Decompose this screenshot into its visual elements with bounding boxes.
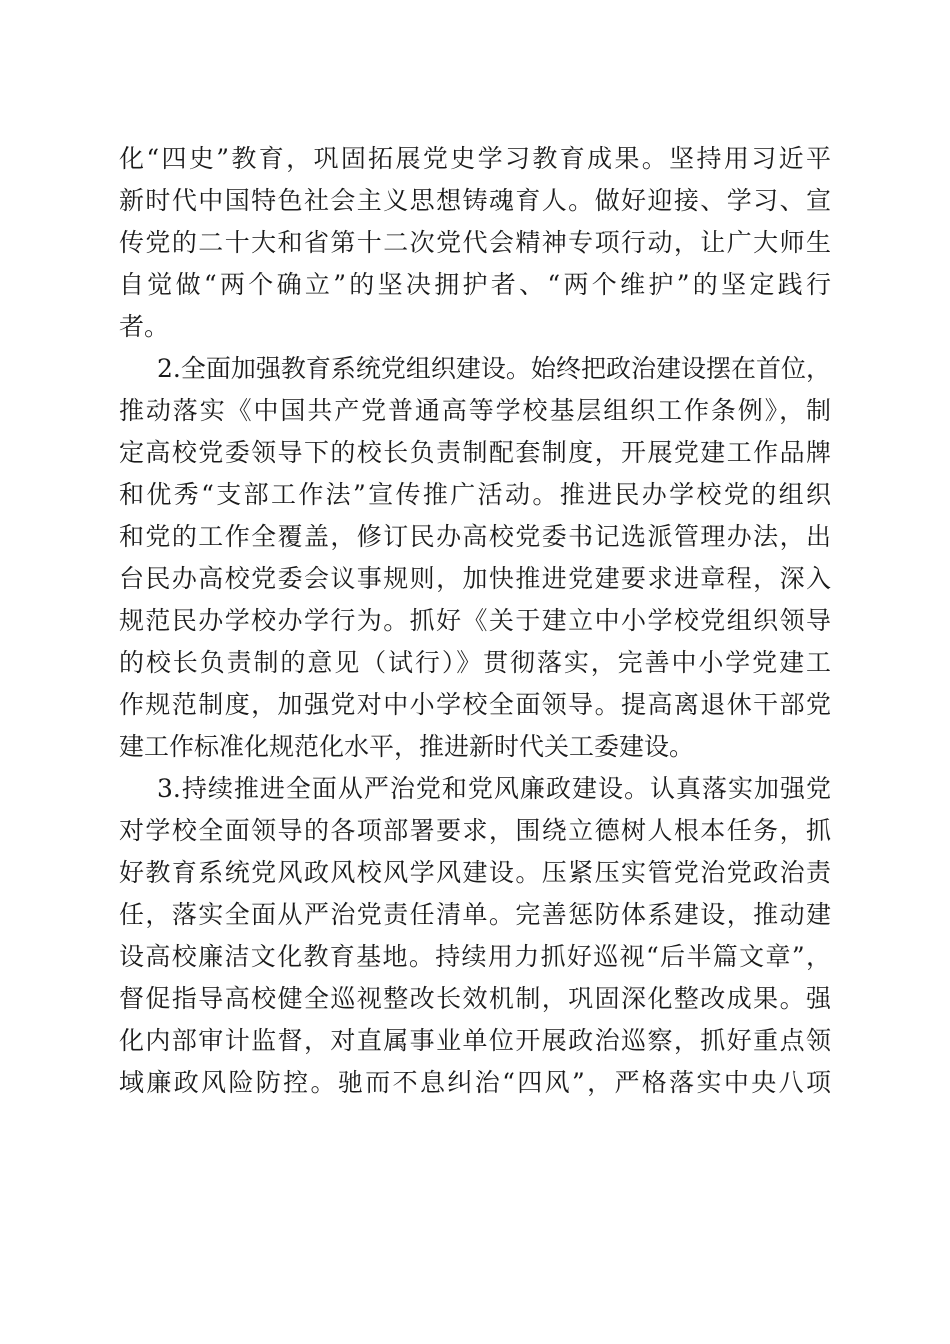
text-line: 传党的二十大和省第十二次党代会精神专项行动，让广大师生 (119, 228, 831, 257)
text-line: 自觉做“两个确立”的坚决拥护者、“两个维护”的坚定践行 (119, 270, 831, 299)
section-heading-line: 3.持续推进全面从严治党和党风廉政建设。认真落实加强党 (157, 774, 831, 803)
text-line: 和优秀“支部工作法”宣传推广活动。推进民办学校党的组织 (119, 480, 831, 509)
text-line: 者。 (119, 312, 170, 341)
text-line: 设高校廉洁文化教育基地。持续用力抓好巡视“后半篇文章”， (119, 942, 831, 971)
text-line: 和党的工作全覆盖，修订民办高校党委书记选派管理办法，出 (119, 522, 831, 551)
text-line: 建工作标准化规范化水平，推进新时代关工委建设。 (119, 732, 695, 761)
text-line: 作规范制度，加强党对中小学校全面领导。提高离退休干部党 (119, 690, 831, 719)
text-line: 的校长负责制的意见（试行）》贯彻落实，完善中小学党建工 (119, 648, 831, 677)
document-body (119, 138, 831, 1104)
text-line: 化内部审计监督，对直属事业单位开展政治巡察，抓好重点领 (119, 1026, 831, 1055)
text-line: 督促指导高校健全巡视整改长效机制，巩固深化整改成果。强 (119, 984, 831, 1013)
text-line: 化“四史”教育，巩固拓展党史学习教育成果。坚持用习近平 (119, 144, 831, 173)
text-line: 任，落实全面从严治党责任清单。完善惩防体系建设，推动建 (119, 900, 831, 929)
text-line: 推动落实《中国共产党普通高等学校基层组织工作条例》，制 (119, 396, 831, 425)
text-line: 对学校全面领导的各项部署要求，围绕立德树人根本任务，抓 (119, 816, 831, 845)
text-line: 好教育系统党风政风校风学风建设。压紧压实管党治党政治责 (119, 858, 831, 887)
text-line: 域廉政风险防控。驰而不息纠治“四风”，严格落实中央八项 (119, 1068, 831, 1097)
text-line: 台民办高校党委会议事规则，加快推进党建要求进章程，深入 (119, 564, 831, 593)
text-line: 规范民办学校办学行为。抓好《关于建立中小学校党组织领导 (119, 606, 831, 635)
text-line: 新时代中国特色社会主义思想铸魂育人。做好迎接、学习、宣 (119, 186, 831, 215)
section-heading-line: 2.全面加强教育系统党组织建设。始终把政治建设摆在首位， (157, 354, 831, 383)
text-line: 定高校党委领导下的校长负责制配套制度，开展党建工作品牌 (119, 438, 831, 467)
